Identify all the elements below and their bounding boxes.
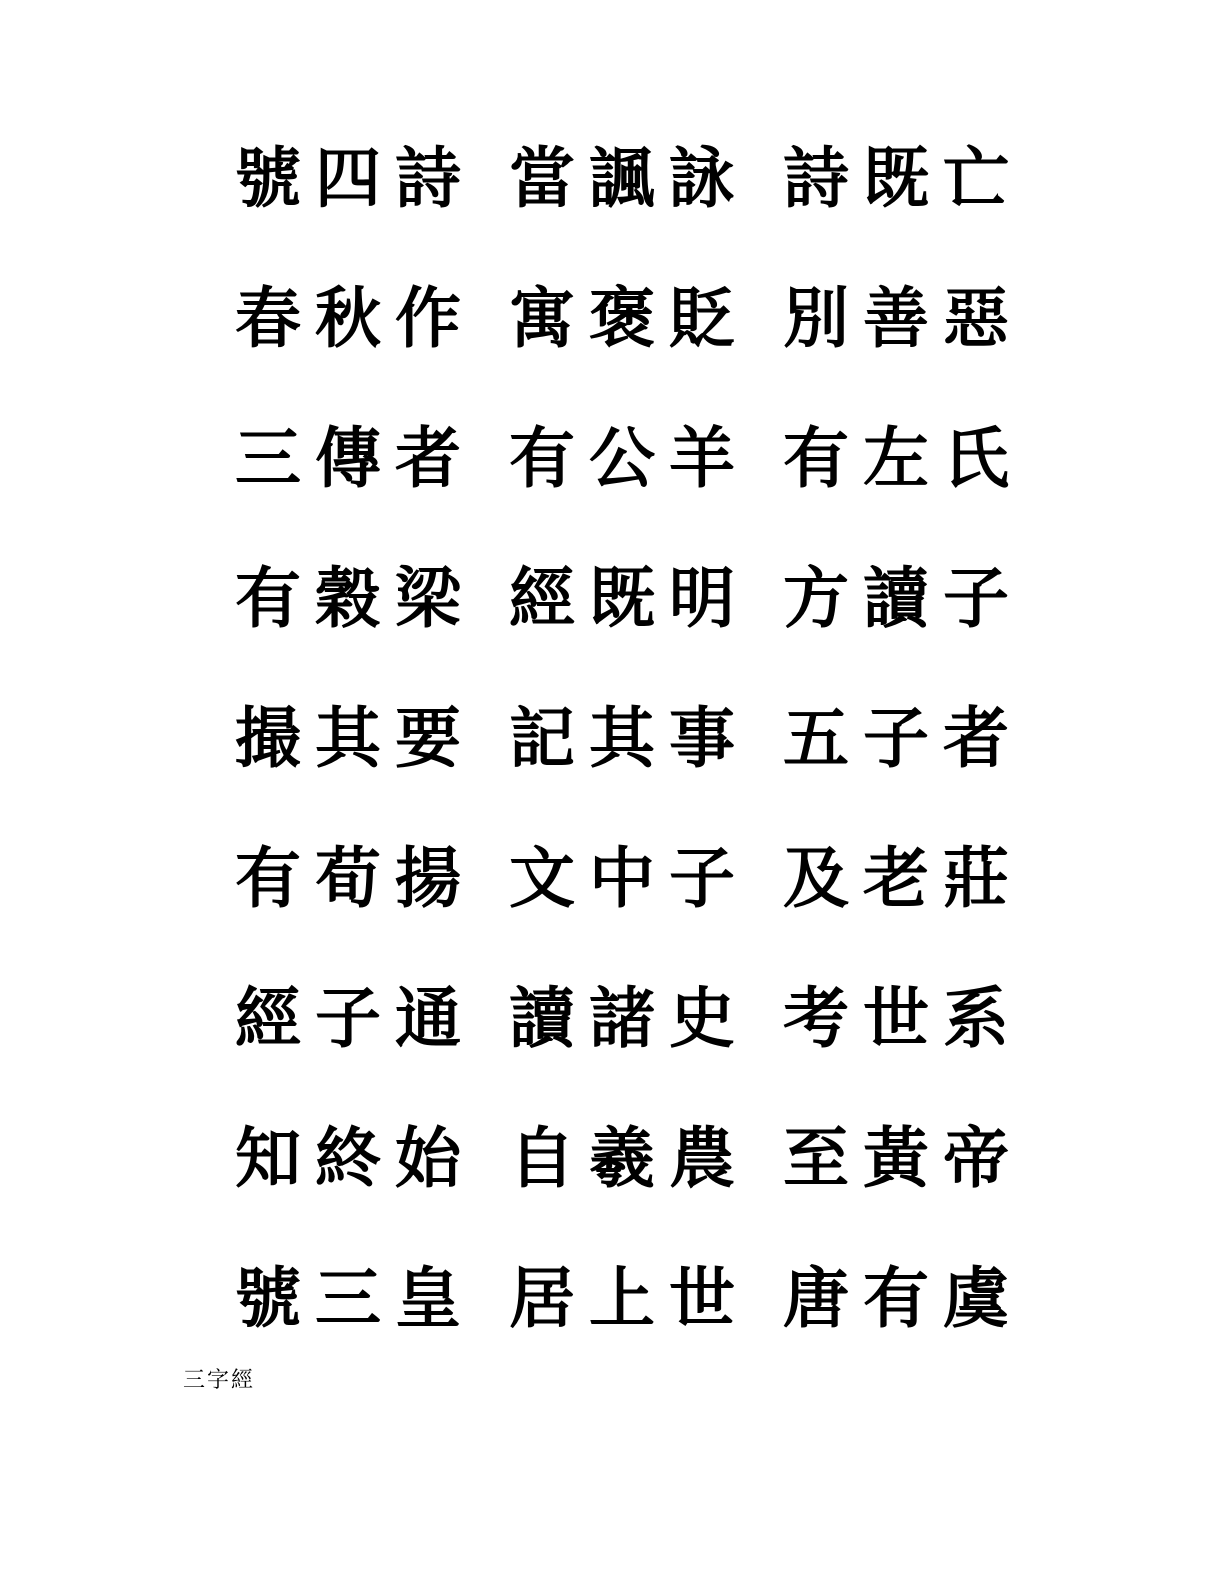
character: 既 bbox=[589, 559, 655, 637]
character: 子 bbox=[669, 839, 735, 917]
character: 詠 bbox=[669, 139, 735, 217]
phrase bbox=[228, 838, 468, 918]
character: 史 bbox=[669, 979, 735, 1057]
character: 羊 bbox=[669, 419, 735, 497]
phrase bbox=[228, 978, 468, 1058]
character: 號 bbox=[235, 139, 301, 217]
phrase bbox=[776, 138, 1016, 218]
character: 皇 bbox=[395, 1259, 461, 1337]
phrase bbox=[502, 418, 742, 498]
character: 梁 bbox=[395, 559, 461, 637]
character: 三 bbox=[315, 1259, 381, 1337]
character: 始 bbox=[395, 1119, 461, 1197]
character: 帝 bbox=[943, 1119, 1009, 1197]
character: 善 bbox=[863, 279, 929, 357]
character: 終 bbox=[315, 1119, 381, 1197]
phrase bbox=[502, 1258, 742, 1338]
character: 事 bbox=[669, 699, 735, 777]
phrase bbox=[502, 978, 742, 1058]
character: 上 bbox=[589, 1259, 655, 1337]
phrase bbox=[776, 1258, 1016, 1338]
character: 有 bbox=[783, 419, 849, 497]
character: 有 bbox=[863, 1259, 929, 1337]
character: 中 bbox=[589, 839, 655, 917]
phrase bbox=[228, 1118, 468, 1198]
character: 自 bbox=[509, 1119, 575, 1197]
character: 其 bbox=[315, 699, 381, 777]
character: 記 bbox=[509, 699, 575, 777]
character: 有 bbox=[509, 419, 575, 497]
character: 揚 bbox=[395, 839, 461, 917]
character: 其 bbox=[589, 699, 655, 777]
character: 世 bbox=[863, 979, 929, 1057]
phrase bbox=[776, 698, 1016, 778]
character: 黃 bbox=[863, 1119, 929, 1197]
character: 讀 bbox=[509, 979, 575, 1057]
phrase bbox=[228, 418, 468, 498]
character: 虞 bbox=[943, 1259, 1009, 1337]
text-line bbox=[228, 108, 1009, 248]
character: 系 bbox=[943, 979, 1009, 1057]
phrase bbox=[502, 138, 742, 218]
character: 撮 bbox=[235, 699, 301, 777]
character: 傳 bbox=[315, 419, 381, 497]
character: 老 bbox=[863, 839, 929, 917]
phrase bbox=[502, 838, 742, 918]
character: 讀 bbox=[863, 559, 929, 637]
character: 文 bbox=[509, 839, 575, 917]
phrase bbox=[776, 418, 1016, 498]
character: 五 bbox=[783, 699, 849, 777]
character: 子 bbox=[943, 559, 1009, 637]
phrase bbox=[228, 138, 468, 218]
character: 穀 bbox=[315, 559, 381, 637]
character: 世 bbox=[669, 1259, 735, 1337]
character: 有 bbox=[235, 839, 301, 917]
character: 詩 bbox=[395, 139, 461, 217]
character: 唐 bbox=[783, 1259, 849, 1337]
character: 左 bbox=[863, 419, 929, 497]
character: 號 bbox=[235, 1259, 301, 1337]
phrase bbox=[776, 978, 1016, 1058]
character: 通 bbox=[395, 979, 461, 1057]
text-lines bbox=[228, 108, 1009, 1368]
character: 四 bbox=[315, 139, 381, 217]
character: 秋 bbox=[315, 279, 381, 357]
character: 亡 bbox=[943, 139, 1009, 217]
character: 居 bbox=[509, 1259, 575, 1337]
character: 既 bbox=[863, 139, 929, 217]
footer-title: 三字經 bbox=[183, 1368, 256, 1393]
character: 者 bbox=[395, 419, 461, 497]
phrase bbox=[776, 1118, 1016, 1198]
character: 諷 bbox=[589, 139, 655, 217]
character: 明 bbox=[669, 559, 735, 637]
character: 方 bbox=[783, 559, 849, 637]
character: 知 bbox=[235, 1119, 301, 1197]
phrase bbox=[502, 698, 742, 778]
character: 褒 bbox=[589, 279, 655, 357]
character: 農 bbox=[669, 1119, 735, 1197]
character: 別 bbox=[783, 279, 849, 357]
character: 者 bbox=[943, 699, 1009, 777]
phrase bbox=[228, 558, 468, 638]
phrase bbox=[776, 278, 1016, 358]
character: 羲 bbox=[589, 1119, 655, 1197]
text-line bbox=[228, 1228, 1009, 1368]
text-line bbox=[228, 668, 1009, 808]
text-line bbox=[228, 808, 1009, 948]
character: 至 bbox=[783, 1119, 849, 1197]
character: 貶 bbox=[669, 279, 735, 357]
character: 莊 bbox=[943, 839, 1009, 917]
phrase bbox=[228, 698, 468, 778]
character: 及 bbox=[783, 839, 849, 917]
character: 經 bbox=[235, 979, 301, 1057]
phrase bbox=[776, 838, 1016, 918]
phrase bbox=[228, 278, 468, 358]
phrase bbox=[776, 558, 1016, 638]
text-line bbox=[228, 388, 1009, 528]
character: 子 bbox=[863, 699, 929, 777]
character: 作 bbox=[395, 279, 461, 357]
character: 公 bbox=[589, 419, 655, 497]
phrase bbox=[502, 558, 742, 638]
character: 經 bbox=[509, 559, 575, 637]
text-line bbox=[228, 528, 1009, 668]
character: 氏 bbox=[943, 419, 1009, 497]
character: 子 bbox=[315, 979, 381, 1057]
character: 惡 bbox=[943, 279, 1009, 357]
character: 考 bbox=[783, 979, 849, 1057]
character: 詩 bbox=[783, 139, 849, 217]
text-line bbox=[228, 1088, 1009, 1228]
character: 要 bbox=[395, 699, 461, 777]
phrase bbox=[502, 278, 742, 358]
character: 有 bbox=[235, 559, 301, 637]
character: 諸 bbox=[589, 979, 655, 1057]
phrase bbox=[502, 1118, 742, 1198]
text-line bbox=[228, 948, 1009, 1088]
character: 春 bbox=[235, 279, 301, 357]
character: 寓 bbox=[509, 279, 575, 357]
character: 當 bbox=[509, 139, 575, 217]
character: 荀 bbox=[315, 839, 381, 917]
phrase bbox=[228, 1258, 468, 1338]
text-line bbox=[228, 248, 1009, 388]
character: 三 bbox=[235, 419, 301, 497]
